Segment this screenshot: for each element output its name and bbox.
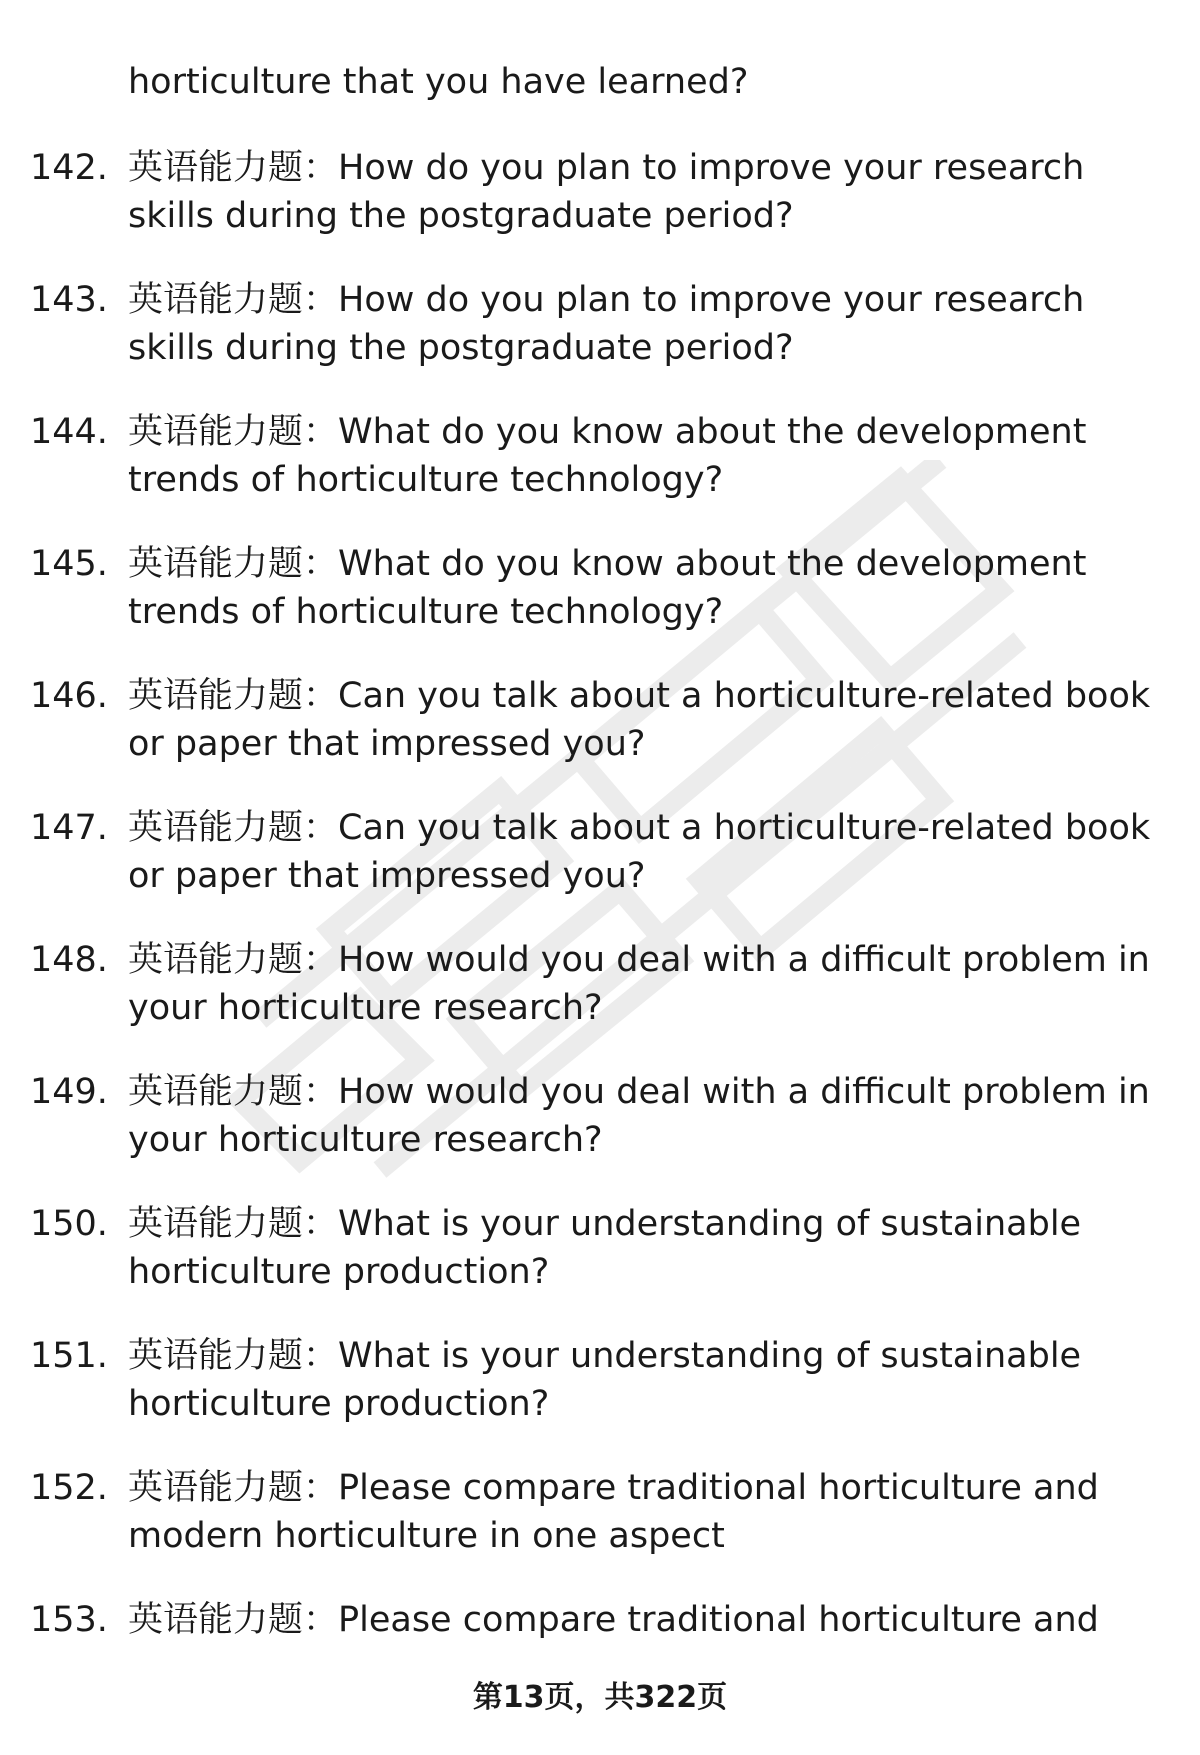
question-prefix: 英语能力题：	[128, 412, 339, 452]
question-body: How do you plan to improve your research skills during the postgraduate period?	[128, 280, 1085, 368]
page-footer: 第13页，共322页	[472, 1680, 728, 1715]
question-number: 152.	[30, 1468, 108, 1508]
question-prefix: 英语能力题：	[128, 808, 339, 848]
question-body: What is your understanding of sustainable horticulture production?	[128, 1336, 1082, 1424]
question-text	[128, 936, 1178, 1032]
question-body: What is your understanding of sustainable horticulture production?	[128, 1204, 1082, 1292]
question-text	[128, 1464, 1178, 1560]
question-prefix: 英语能力题：	[128, 1204, 339, 1244]
question-prefix: 英语能力题：	[128, 544, 339, 584]
question-body: What do you know about the development trends of horticulture technology?	[128, 412, 1087, 500]
question-text	[128, 144, 1178, 240]
question-number: 151.	[30, 1336, 108, 1376]
question-text	[128, 804, 1178, 900]
question-number: 142.	[30, 148, 108, 188]
question-prefix: 英语能力题：	[128, 1072, 339, 1112]
question-body: Can you talk about a horticulture-related book or paper that impressed you?	[128, 808, 1151, 896]
question-prefix: 英语能力题：	[128, 1600, 339, 1640]
question-text	[128, 672, 1178, 768]
question-text	[128, 1596, 1178, 1644]
question-body: Please compare traditional horticulture and modern horticulture in one aspect	[128, 1468, 1099, 1556]
question-body: How would you deal with a difficult problem in your horticulture research?	[128, 1072, 1150, 1160]
question-number: 144.	[30, 412, 108, 452]
question-number: 147.	[30, 808, 108, 848]
question-prefix: 英语能力题：	[128, 940, 339, 980]
question-text	[128, 1332, 1178, 1428]
question-body: How would you deal with a difficult problem in your horticulture research?	[128, 940, 1150, 1028]
question-text	[128, 1200, 1178, 1296]
question-text	[128, 408, 1178, 504]
question-number: 143.	[30, 280, 108, 320]
question-number: 146.	[30, 676, 108, 716]
question-text	[128, 276, 1178, 372]
question-number: 150.	[30, 1204, 108, 1244]
question-number: 153.	[30, 1600, 108, 1640]
continuation-line: horticulture that you have learned?	[128, 62, 749, 102]
question-text	[128, 1068, 1178, 1164]
question-body: How do you plan to improve your research skills during the postgraduate period?	[128, 148, 1085, 236]
question-prefix: 英语能力题：	[128, 1468, 339, 1508]
question-prefix: 英语能力题：	[128, 280, 339, 320]
question-body: Please compare traditional horticulture and	[338, 1600, 1099, 1640]
question-number: 148.	[30, 940, 108, 980]
question-prefix: 英语能力题：	[128, 676, 339, 716]
question-body: Can you talk about a horticulture-related book or paper that impressed you?	[128, 676, 1151, 764]
question-number: 149.	[30, 1072, 108, 1112]
question-prefix: 英语能力题：	[128, 148, 339, 188]
question-prefix: 英语能力题：	[128, 1336, 339, 1376]
question-text	[128, 540, 1178, 636]
question-number: 145.	[30, 544, 108, 584]
question-body: What do you know about the development trends of horticulture technology?	[128, 544, 1087, 632]
